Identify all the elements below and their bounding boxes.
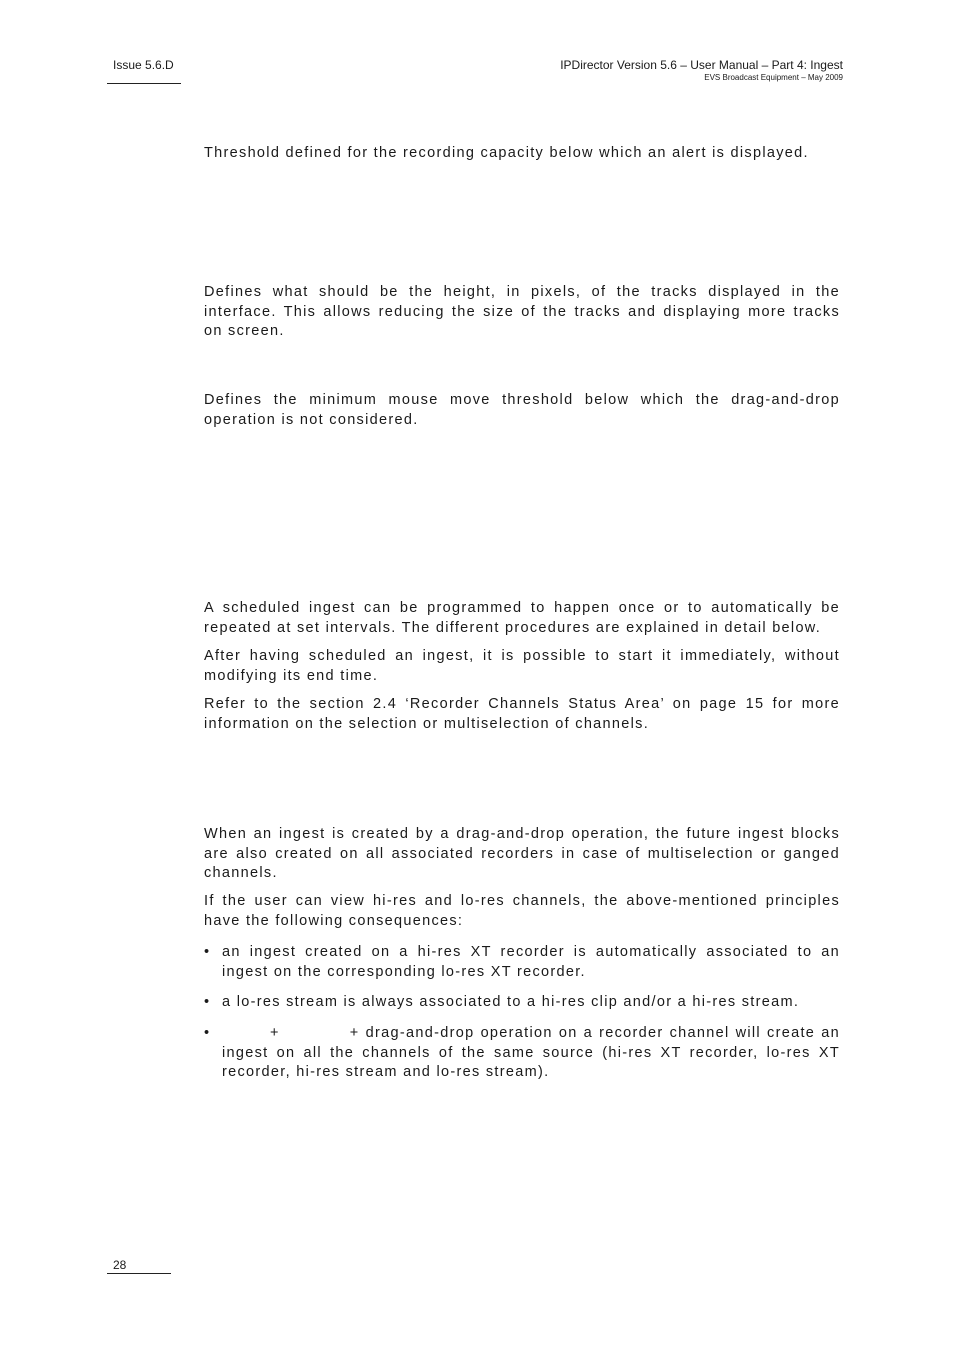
bullet-dot-icon: • — [204, 994, 211, 1010]
footer-rule — [107, 1273, 171, 1274]
paragraph-scheduled-3: Refer to the section 2.4 ‘Recorder Channels Status Area’ on page 15 for more information on the selection or multiselection of channels. — [204, 696, 840, 732]
bullet-item-2 — [204, 993, 840, 1013]
paragraph-track-height: Defines what should be the height, in pixels, of the tracks displayed in the interface. This allows reducing the size of the tracks and displaying more tracks on screen. — [204, 284, 840, 339]
issue-label: Issue 5.6.D — [113, 58, 174, 72]
bullet-dot-icon: • — [204, 1025, 211, 1041]
bullet-dot-icon: • — [204, 944, 211, 960]
paragraph-scheduled-2: After having scheduled an ingest, it is possible to start it immediately, without modifying its end time. — [204, 648, 840, 684]
bullet-text: drag-and-drop operation on a recorder channel will create an ingest on all the channels of the same source (hi-res XT recorder, lo-res XT recorder, hi-res stream and lo-res stream). — [222, 1025, 840, 1080]
bullet-text: an ingest created on a hi-res XT recorder is automatically associated to an ingest on the corresponding lo-res XT recorder. — [222, 944, 840, 980]
paragraph-dragdrop-2: If the user can view hi-res and lo-res channels, the above-mentioned principles have the following consequences: — [204, 893, 840, 929]
page-number: 28 — [113, 1258, 127, 1272]
header-right — [560, 58, 843, 83]
bullet-item-1 — [204, 943, 840, 982]
paragraph-threshold: Threshold defined for the recording capacity below which an alert is displayed. — [204, 145, 809, 161]
manual-title: IPDirector Version 5.6 – User Manual – Part 4: Ingest — [560, 58, 843, 72]
header-rule — [107, 83, 181, 84]
manual-subtitle: EVS Broadcast Equipment – May 2009 — [704, 73, 843, 82]
plus-sign: + — [349, 1025, 360, 1041]
paragraph-dragdrop-1: When an ingest is created by a drag-and-drop operation, the future ingest blocks are also created on all associated recorders in case of multiselection or ganged channels. — [204, 826, 840, 881]
bullet-text: a lo-res stream is always associated to a hi-res clip and/or a hi-res stream. — [222, 994, 800, 1010]
plus-sign: + — [270, 1025, 280, 1041]
paragraph-mouse-threshold: Defines the minimum mouse move threshold below which the drag-and-drop operation is not considered. — [204, 392, 840, 428]
paragraph-scheduled-1: A scheduled ingest can be programmed to happen once or to automatically be repeated at set intervals. The different procedures are explained in detail below. — [204, 600, 840, 636]
bullet-item-3 — [204, 1024, 840, 1083]
